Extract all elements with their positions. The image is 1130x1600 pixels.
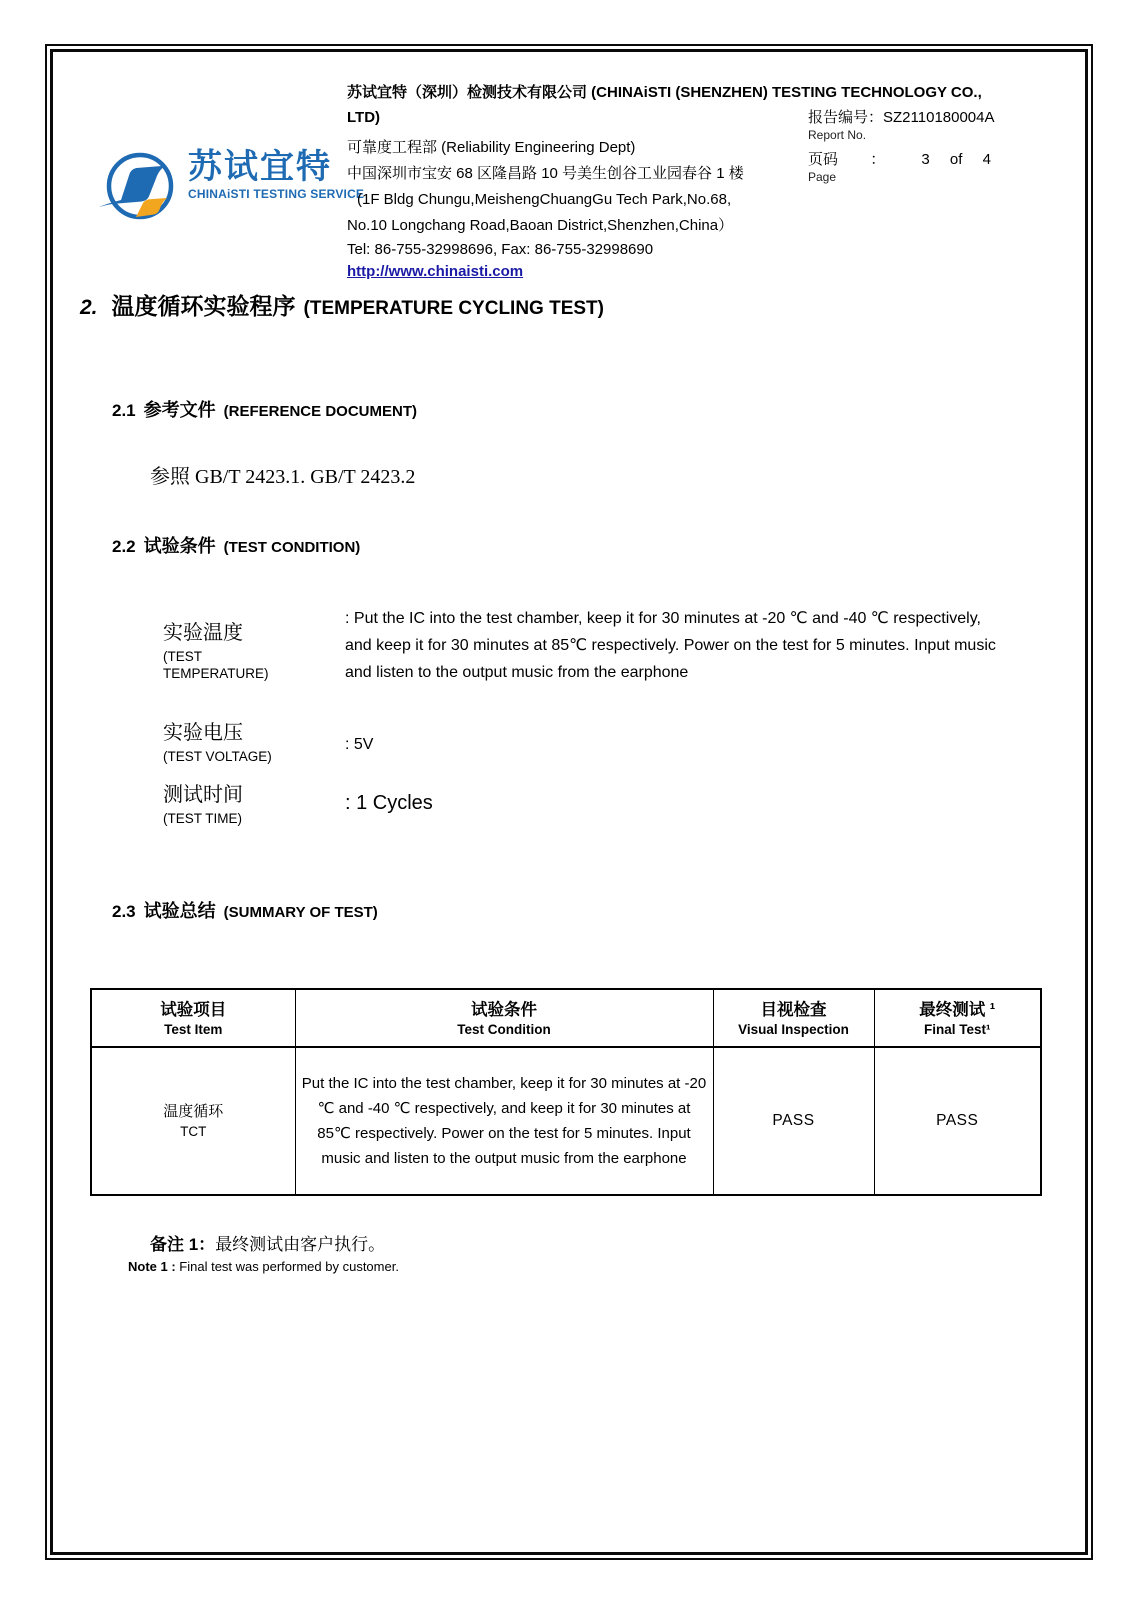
test-voltage-label-cn: 实验电压 bbox=[163, 722, 243, 744]
report-no-sublabel: Report No. bbox=[808, 128, 867, 142]
company-logo bbox=[96, 143, 182, 229]
section-2-number: 2. bbox=[80, 296, 98, 319]
page-colon: ： bbox=[870, 151, 886, 168]
address-cn: 中国深圳市宝安 68 区隆昌路 10 号美生创谷工业园春谷 1 楼 bbox=[347, 165, 744, 182]
page-current: 3 bbox=[921, 151, 930, 168]
report-no-label: 报告编号： bbox=[808, 109, 884, 126]
col-header-visual-inspection-en: Visual Inspection bbox=[738, 1022, 849, 1037]
test-temperature-label-en: (TEST TEMPERATURE) bbox=[163, 649, 269, 681]
section-2-1-title-en: (REFERENCE DOCUMENT) bbox=[223, 403, 417, 420]
cell-test-condition: Put the IC into the test chamber, keep it for 30 minutes at -20 ℃ and -40 ℃ respectively, and keep it for 30 minutes at 85℃ respectively. Power on the test for 5 minutes. Input music and listen to the output music from the earphone bbox=[295, 1047, 713, 1195]
col-header-final-test bbox=[874, 989, 1041, 1047]
company-name: 苏试宜特（深圳）检测技术有限公司 (CHINAiSTI (SHENZHEN) TESTING TECHNOLOGY CO., LTD) bbox=[347, 84, 982, 126]
table-row-tct bbox=[91, 1047, 1041, 1195]
col-header-visual-inspection-cn: 目视检查 bbox=[760, 1001, 827, 1019]
col-header-test-item-en: Test Item bbox=[164, 1022, 223, 1037]
cell-visual-inspection-result: PASS bbox=[713, 1047, 874, 1195]
section-2-title bbox=[80, 288, 604, 321]
section-2-3-title-cn: 试验总结 bbox=[143, 901, 216, 921]
col-header-test-item bbox=[91, 989, 295, 1047]
note-1-cn-text: 最终测试由客户执行。 bbox=[215, 1235, 386, 1254]
page-number-row bbox=[808, 148, 1088, 169]
page-of-word: of bbox=[949, 151, 963, 168]
section-2-2-title bbox=[112, 532, 360, 558]
section-2-title-cn: 温度循环实验程序 bbox=[111, 293, 296, 319]
logo-en-text: CHINAiSTI TESTING SERVICE bbox=[188, 187, 365, 201]
report-meta-block bbox=[808, 106, 1088, 184]
note-1-en bbox=[128, 1259, 399, 1274]
col-header-final-test-cn: 最终测试 ¹ bbox=[919, 1001, 996, 1019]
cell-final-test-result: PASS bbox=[874, 1047, 1041, 1195]
note-1-cn-label: 备注 1： bbox=[150, 1235, 216, 1254]
col-header-test-item-cn: 试验项目 bbox=[160, 1001, 227, 1019]
test-voltage-label bbox=[163, 722, 323, 765]
section-2-3-title bbox=[112, 897, 378, 923]
summary-table-header-row bbox=[91, 989, 1041, 1047]
test-time-value: : 1 Cycles bbox=[345, 792, 433, 814]
note-1-en-label: Note 1 : bbox=[128, 1259, 176, 1274]
report-no-row bbox=[808, 106, 1088, 127]
test-time-label-en: (TEST TIME) bbox=[163, 811, 243, 826]
col-header-test-condition bbox=[295, 989, 713, 1047]
chinaisti-logo-icon bbox=[96, 143, 182, 229]
note-1-en-text: Final test was performed by customer. bbox=[179, 1259, 399, 1274]
test-time-label bbox=[163, 784, 323, 827]
section-2-1-title-cn: 参考文件 bbox=[143, 400, 216, 420]
cell-test-item bbox=[91, 1047, 295, 1195]
col-header-visual-inspection bbox=[713, 989, 874, 1047]
col-header-test-condition-en: Test Condition bbox=[457, 1022, 551, 1037]
test-voltage-label-en: (TEST VOLTAGE) bbox=[163, 749, 272, 764]
page-label: 页码 bbox=[808, 151, 839, 168]
section-2-2-title-cn: 试验条件 bbox=[143, 536, 216, 556]
section-2-3-title-en: (SUMMARY OF TEST) bbox=[223, 904, 378, 921]
note-1-cn bbox=[150, 1230, 385, 1255]
cell-test-item-cn: 温度循环 bbox=[163, 1103, 224, 1120]
test-temperature-label bbox=[163, 622, 288, 682]
col-header-final-test-en: Final Test¹ bbox=[923, 1022, 991, 1037]
page-sublabel: Page bbox=[808, 170, 837, 184]
logo-wordmark bbox=[188, 150, 364, 201]
company-url-link[interactable]: http://www.chinaisti.com bbox=[347, 263, 524, 280]
section-2-2-title-en: (TEST CONDITION) bbox=[223, 539, 361, 556]
test-temperature-value: : Put the IC into the test chamber, keep it for 30 minutes at -20 ℃ and -40 ℃ respectively, and keep it for 30 minutes at 85℃ respectively. Power on the test for 5 minutes. Input music and listen to the output music from the earphone bbox=[345, 610, 996, 681]
section-2-title-en: (TEMPERATURE CYCLING TEST) bbox=[303, 298, 604, 319]
test-voltage-value: : 5V bbox=[345, 736, 374, 753]
logo-cn-text: 苏试宜特 bbox=[188, 148, 332, 186]
page-total: 4 bbox=[982, 151, 991, 168]
col-header-test-condition-cn: 试验条件 bbox=[471, 1001, 537, 1019]
department-line: 可靠度工程部 (Reliability Engineering Dept) bbox=[347, 139, 636, 156]
test-temperature-label-cn: 实验温度 bbox=[163, 622, 243, 644]
section-2-1-number: 2.1 bbox=[112, 401, 136, 420]
test-time-label-cn: 测试时间 bbox=[163, 784, 243, 806]
section-2-3-number: 2.3 bbox=[112, 902, 136, 921]
tel-fax-line: Tel: 86-755-32998696, Fax: 86-755-32998690 bbox=[347, 241, 654, 258]
reference-document-text: 参照 GB/T 2423.1. GB/T 2423.2 bbox=[150, 466, 416, 488]
section-2-2-number: 2.2 bbox=[112, 537, 136, 556]
summary-table bbox=[90, 988, 1042, 1196]
address-en-line1: (1F Bldg Chungu,MeishengChuangGu Tech Park,No.68, bbox=[357, 191, 732, 208]
section-2-1-title bbox=[112, 396, 417, 422]
address-en-line2: No.10 Longchang Road,Baoan District,Shenzhen,China） bbox=[347, 217, 734, 234]
cell-test-item-en: TCT bbox=[180, 1124, 207, 1139]
report-no-value: SZ2110180004A bbox=[883, 109, 995, 126]
